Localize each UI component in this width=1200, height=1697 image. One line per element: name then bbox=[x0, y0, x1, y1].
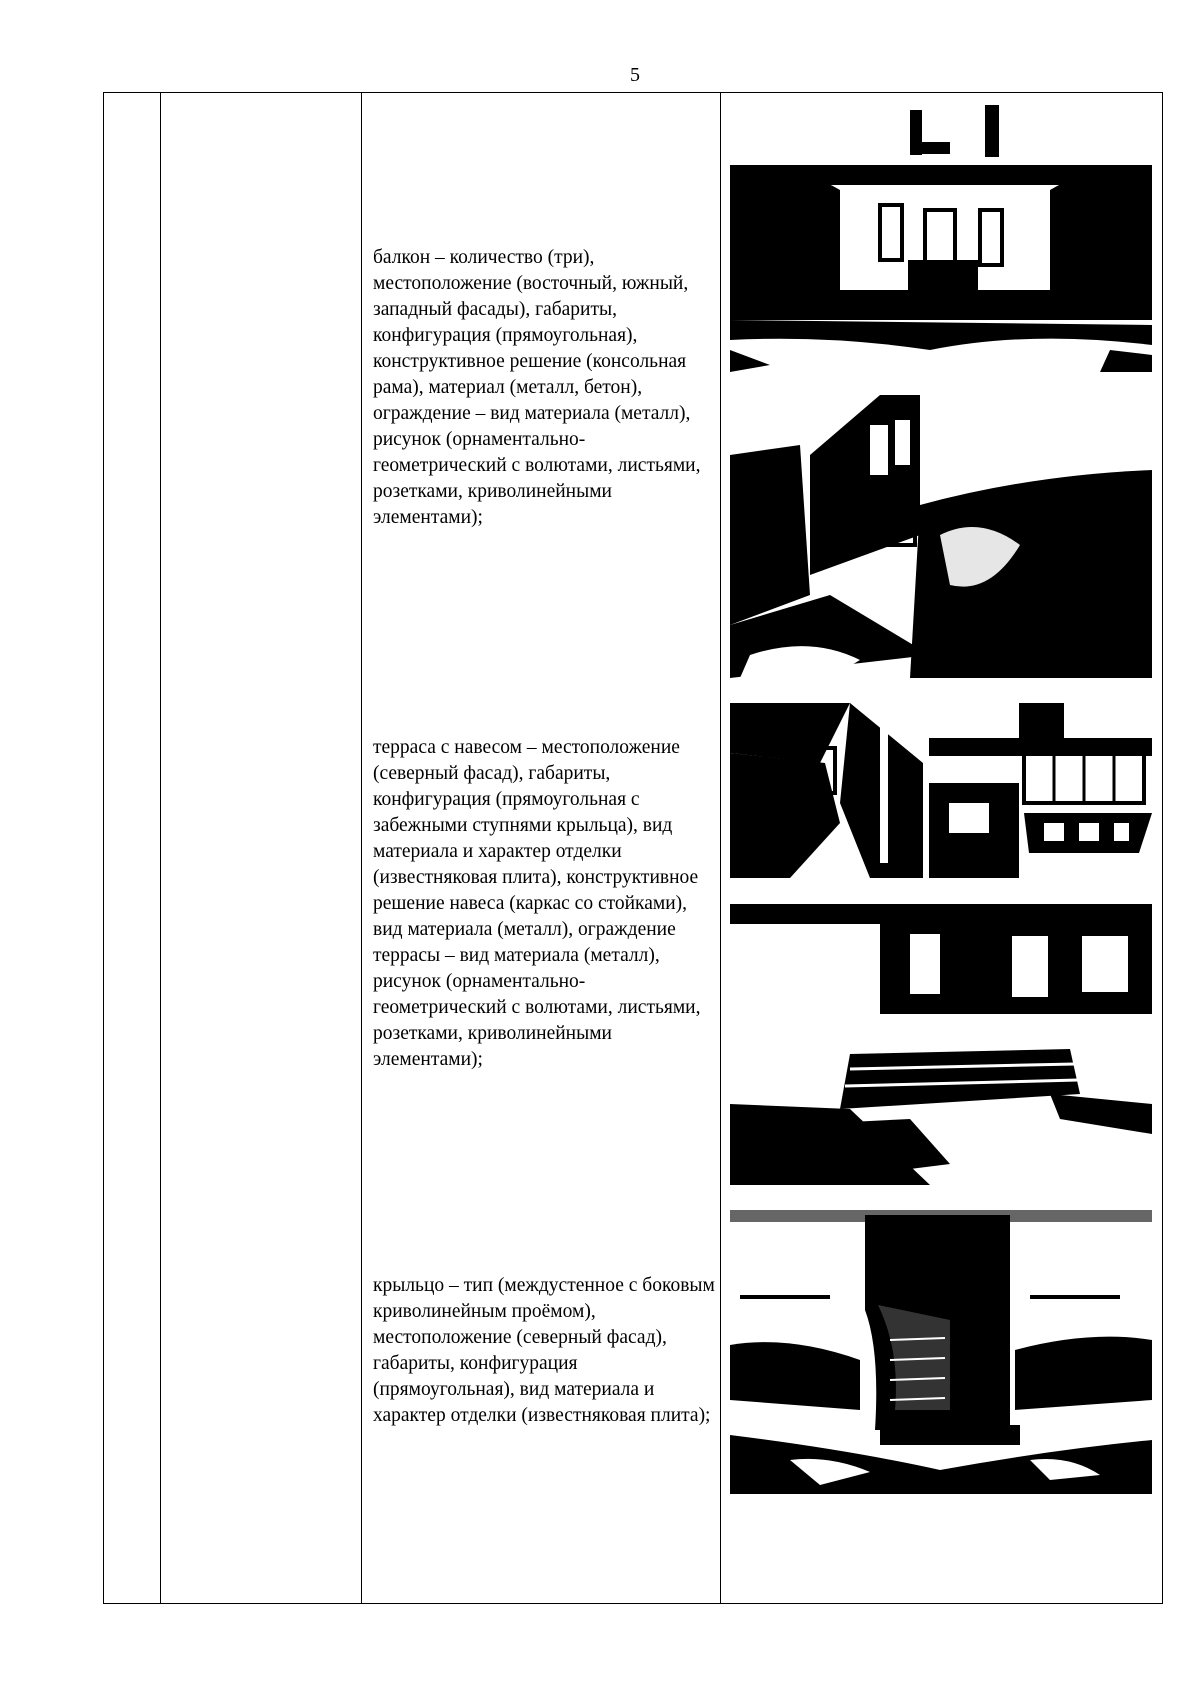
column-divider-3 bbox=[720, 92, 721, 1604]
page-number: 5 bbox=[630, 64, 640, 86]
terrace-photo-steps bbox=[730, 904, 1152, 1185]
column-divider-1 bbox=[160, 92, 161, 1604]
balcony-photo-corner bbox=[730, 395, 1152, 678]
terrace-description: терраса с навесом – местоположение (северный фасад), габариты, конфигурация (прямоугольная с забежными ступнями крыльца), вид материала и характер отделки (известняковая плита), конструктивное решение навеса (каркас со стойками), вид материала (металл), ограждение террасы – вид материала (металл), рисунок (орнаментально-геометрический с волютами, листьями, розетками, криволинейными элементами); bbox=[373, 737, 701, 1070]
porch-photo bbox=[730, 1210, 1152, 1494]
column-divider-2 bbox=[361, 92, 362, 1604]
terrace-photo-left bbox=[730, 703, 923, 878]
terrace-photo-right bbox=[929, 703, 1152, 878]
porch-description: крыльцо – тип (междустенное с боковым криволинейным проёмом), местоположение (северный фасад), габариты, конфигурация (прямоугольная), вид материала и характер отделки (известняковая плита); bbox=[373, 1275, 715, 1426]
balcony-photo-facade bbox=[730, 100, 1152, 372]
balcony-description: балкон – количество (три), местоположение (восточный, южный, западный фасады), габариты, конфигурация (прямоугольная), конструктивное решение (консольная рама), материал (металл, бетон), ограждение – вид материала (металл), рисунок (орнаментально-геометрический с волютами, листьями, розетками, криволинейными элементами); bbox=[373, 247, 701, 528]
